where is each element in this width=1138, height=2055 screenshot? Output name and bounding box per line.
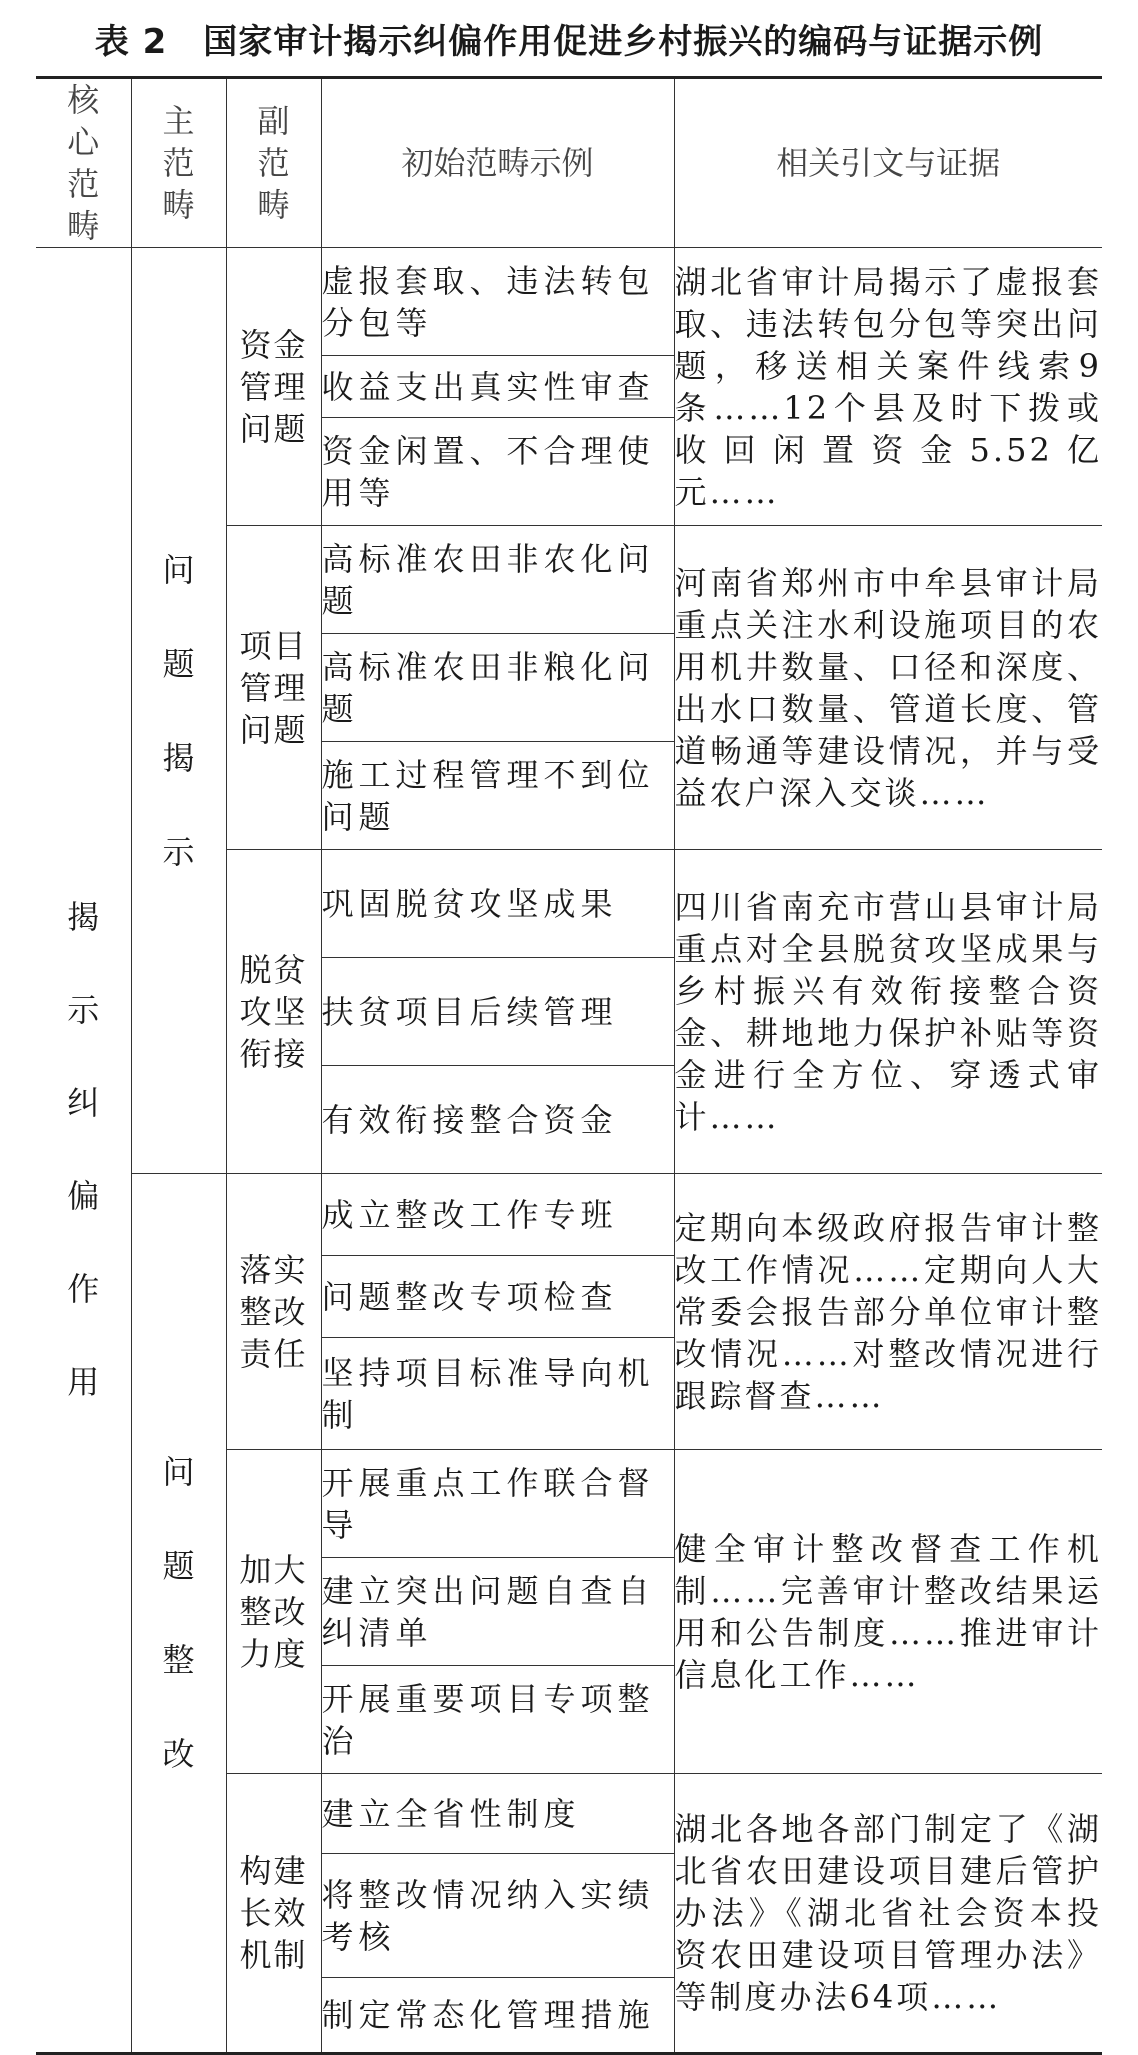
sub-category-cell: 资金管理问题 — [226, 248, 321, 526]
evidence-cell: 河南省郑州市中牟县审计局重点关注水利设施项目的农用机井数量、口径和深度、出水口数量、管道长度、管道畅通等建设情况，并与受益农户深入交谈…… — [674, 526, 1102, 850]
example-cell: 扶贫项目后续管理 — [321, 958, 674, 1066]
evidence-cell: 湖北各地各部门制定了《湖北省农田建设项目建后管护办法》《湖北省社会资本投资农田建设项目管理办法》等制度办法64项…… — [674, 1774, 1102, 2054]
example-cell: 收益支出真实性审查 — [321, 356, 674, 418]
example-cell: 制定常态化管理措施 — [321, 1978, 674, 2054]
example-cell: 开展重点工作联合督导 — [321, 1450, 674, 1558]
example-cell: 坚持项目标准导向机制 — [321, 1338, 674, 1450]
main-category-cell: 问题揭示 — [131, 248, 226, 1174]
table-title: 国家审计揭示纠偏作用促进乡村振兴的编码与证据示例 — [203, 22, 1044, 62]
core-category-cell: 揭示纠偏作用 — [36, 248, 131, 2054]
sub-category-cell: 脱贫攻坚衔接 — [226, 850, 321, 1174]
example-cell: 成立整改工作专班 — [321, 1174, 674, 1256]
example-cell: 将整改情况纳入实绩考核 — [321, 1854, 674, 1978]
example-cell: 建立突出问题自查自纠清单 — [321, 1558, 674, 1666]
example-cell: 资金闲置、不合理使用等 — [321, 418, 674, 526]
example-cell: 高标准农田非粮化问题 — [321, 634, 674, 742]
header-sub: 副范畴 — [226, 78, 321, 248]
example-cell: 虚报套取、违法转包分包等 — [321, 248, 674, 356]
table-caption — [0, 14, 1138, 63]
example-cell: 建立全省性制度 — [321, 1774, 674, 1854]
header-main: 主范畴 — [131, 78, 226, 248]
example-cell: 巩固脱贫攻坚成果 — [321, 850, 674, 958]
sub-category-cell: 加大整改力度 — [226, 1450, 321, 1774]
header-row — [36, 78, 1102, 248]
evidence-cell: 四川省南充市营山县审计局重点对全县脱贫攻坚成果与乡村振兴有效衔接整合资金、耕地地力保护补贴等资金进行全方位、穿透式审计…… — [674, 850, 1102, 1174]
example-cell: 有效衔接整合资金 — [321, 1066, 674, 1174]
example-cell: 高标准农田非农化问题 — [321, 526, 674, 634]
evidence-cell: 湖北省审计局揭示了虚报套取、违法转包分包等突出问题，移送相关案件线索9条……12个县及时下拨或收回闲置资金5.52亿元…… — [674, 248, 1102, 526]
table-row — [36, 1174, 1102, 1256]
sub-category-cell: 构建长效机制 — [226, 1774, 321, 2054]
example-cell: 开展重要项目专项整治 — [321, 1666, 674, 1774]
example-cell: 问题整改专项检查 — [321, 1256, 674, 1338]
evidence-cell: 定期向本级政府报告审计整改工作情况……定期向人大常委会报告部分单位审计整改情况……对整改情况进行跟踪督查…… — [674, 1174, 1102, 1450]
evidence-cell: 健全审计整改督查工作机制……完善审计整改结果运用和公告制度……推进审计信息化工作…… — [674, 1450, 1102, 1774]
sub-category-cell: 落实整改责任 — [226, 1174, 321, 1450]
table-number: 表 2 — [94, 22, 168, 62]
coding-table — [36, 76, 1102, 2055]
sub-category-cell: 项目管理问题 — [226, 526, 321, 850]
header-core: 核心范畴 — [36, 78, 131, 248]
example-cell: 施工过程管理不到位问题 — [321, 742, 674, 850]
header-examples: 初始范畴示例 — [321, 78, 674, 248]
table-row — [36, 248, 1102, 356]
main-category-cell: 问题整改 — [131, 1174, 226, 2054]
header-evidence: 相关引文与证据 — [674, 78, 1102, 248]
